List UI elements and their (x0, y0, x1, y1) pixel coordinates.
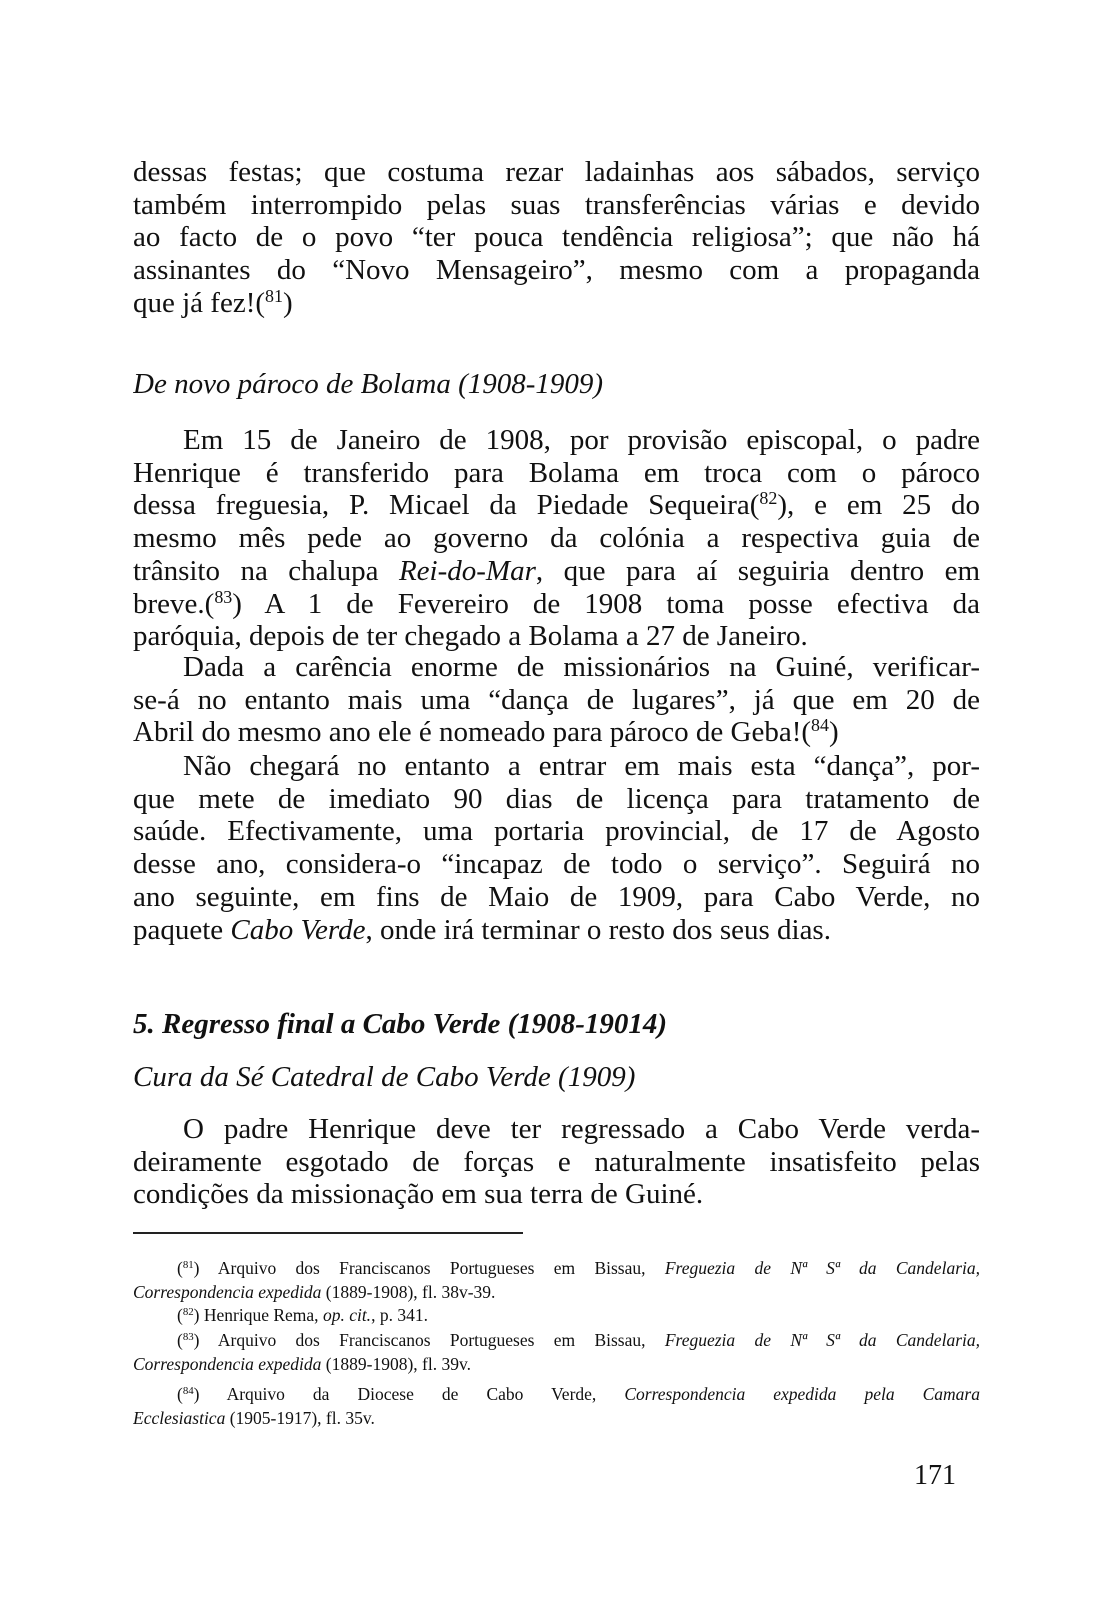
text-line (133, 651, 980, 684)
text-line (133, 588, 980, 621)
text-segment: Correspondencia expedida (133, 1354, 322, 1374)
text-segment: saúde. Efectivamente, uma portaria provincial, de 17 de Agosto (133, 815, 980, 848)
paragraph-continued (133, 156, 980, 320)
paragraph-geba (133, 651, 980, 749)
text-line (133, 424, 980, 457)
text-segment: Rei-do-Mar (398, 554, 536, 587)
text-line (133, 1382, 980, 1406)
text-line (133, 1007, 980, 1041)
text-segment: Dada a carência enorme de missionários na Guiné, verificar- (183, 651, 980, 683)
paragraph-transfer-bolama (133, 424, 980, 653)
text-line (133, 881, 980, 914)
text-line (133, 287, 980, 320)
text-segment: Não chegará no entanto a entrar em mais esta “dança”, por- (183, 750, 980, 782)
text-segment: assinantes do “Novo Mensageiro”, mesmo com a propaganda (133, 254, 980, 287)
text-line (133, 189, 980, 222)
text-segment: ) Arquivo dos Franciscanos Portugueses em Bissau, (193, 1330, 665, 1350)
text-segment: Ecclesiastica (133, 1408, 226, 1428)
text-line (133, 815, 980, 848)
text-segment: Abril do mesmo ano ele é nomeado para pároco de Geba!( (133, 716, 812, 749)
text-line (133, 1352, 980, 1376)
text-segment: Henrique é transferido para Bolama em troca com o pároco (133, 456, 980, 489)
footnote-ref: 82 (182, 1306, 194, 1319)
text-line (133, 750, 980, 783)
text-line (133, 716, 980, 749)
text-line (133, 1178, 980, 1211)
text-segment: Cura da Sé Catedral de Cabo Verde (1909) (133, 1061, 636, 1093)
text-segment: 5. Regresso final a Cabo Verde (1908-19014) (133, 1008, 668, 1040)
footnote-ref: 81 (265, 286, 283, 306)
text-segment: dessas festas; que costuma rezar ladainhas aos sábados, serviço (133, 156, 980, 188)
text-segment: (1889-1908), fl. 38v-39. (321, 1282, 496, 1302)
text-segment: ( (177, 1258, 183, 1278)
footnote-separator (133, 1232, 523, 1234)
text-segment: mesmo mês pede ao governo da colónia a respectiva guia de (133, 522, 980, 555)
text-segment: ) Arquivo da Diocese de Cabo Verde, (193, 1384, 625, 1404)
text-segment: deiramente esgotado de forças e naturalmente insatisfeito pelas (133, 1145, 980, 1178)
text-line (133, 522, 980, 555)
text-segment: ) Arquivo dos Franciscanos Portugueses em Bissau, (193, 1258, 665, 1278)
paragraph-return (133, 1113, 980, 1211)
text-segment: De novo pároco de Bolama (1908-1909) (133, 368, 604, 400)
text-segment: Freguezia de Nª Sª da Candelaria, (664, 1258, 980, 1278)
text-line (133, 1406, 980, 1430)
text-segment: ) (828, 716, 839, 749)
footnote-ref: 84 (811, 716, 829, 736)
page-number: 171 (914, 1460, 956, 1491)
text-segment: ), e em 25 do (777, 489, 980, 522)
text-line (133, 1256, 980, 1280)
text-line (133, 367, 980, 401)
text-segment: ) (282, 286, 293, 319)
text-line (133, 489, 980, 522)
footnote-ref: 83 (182, 1331, 194, 1344)
text-line (133, 848, 980, 881)
footnote-82 (133, 1303, 980, 1327)
text-segment: desse ano, considera-o “incapaz de todo o serviço”. Seguirá no (133, 848, 980, 881)
text-line (133, 457, 980, 490)
subsection-heading-cura (133, 1060, 980, 1094)
text-segment: breve.( (133, 587, 215, 620)
footnote-83 (133, 1328, 980, 1376)
text-line (133, 1328, 980, 1352)
footnote-ref: 84 (182, 1385, 194, 1398)
text-segment: (1905-1917), fl. 35v. (225, 1408, 375, 1428)
text-line (133, 221, 980, 254)
text-segment: ao facto de o povo “ter pouca tendência religiosa”; que não há (133, 221, 980, 254)
text-line (133, 783, 980, 816)
text-line (133, 555, 980, 588)
text-segment: ) A 1 de Fevereiro de 1908 toma posse efectiva da (232, 587, 980, 620)
text-segment: Freguezia de Nª Sª da Candelaria, (664, 1330, 980, 1350)
text-line (133, 254, 980, 287)
footnote-81 (133, 1256, 980, 1304)
section-heading-5 (133, 1007, 980, 1041)
subsection-heading-bolama (133, 367, 980, 401)
text-line (133, 1113, 980, 1146)
text-line (133, 1280, 980, 1304)
text-segment: que mete de imediato 90 dias de licença para tratamento de (133, 782, 980, 815)
text-line (133, 620, 980, 653)
footnote-ref: 82 (759, 489, 778, 509)
text-segment: Cabo Verde (230, 913, 366, 946)
text-segment: que já fez!( (133, 286, 266, 319)
text-segment: condições da missionação em sua terra de Guiné. (133, 1178, 704, 1211)
footnote-ref: 83 (214, 587, 233, 607)
text-segment: , p. 341. (371, 1305, 428, 1325)
text-line (133, 1303, 980, 1327)
text-line (133, 1146, 980, 1179)
text-line (133, 1060, 980, 1094)
text-segment: O padre Henrique deve ter regressado a Cabo Verde verda- (183, 1113, 980, 1145)
text-segment: Correspondencia expedida (133, 1282, 322, 1302)
text-segment: ( (177, 1330, 183, 1350)
text-segment: Correspondencia expedida pela Camara (624, 1384, 980, 1404)
text-segment: se-á no entanto mais uma “dança de lugares”, já que em 20 de (133, 683, 980, 716)
text-segment: op. cit. (322, 1305, 372, 1325)
text-segment: Em 15 de Janeiro de 1908, por provisão episcopal, o padre (183, 424, 980, 456)
text-line (133, 684, 980, 717)
paragraph-licence (133, 750, 980, 946)
text-segment: ) Henrique Rema, (193, 1305, 323, 1325)
text-segment: dessa freguesia, P. Micael da Piedade Sequeira( (133, 489, 760, 522)
text-segment: ( (177, 1305, 183, 1325)
footnote-ref: 81 (182, 1259, 194, 1272)
text-segment: (1889-1908), fl. 39v. (321, 1354, 471, 1374)
text-segment: trânsito na chalupa (133, 554, 399, 587)
text-segment: também interrompido pelas suas transferências várias e devido (133, 188, 980, 221)
text-segment: , onde irá terminar o resto dos seus dias. (365, 913, 831, 946)
text-line (133, 914, 980, 947)
text-segment: , que para aí seguiria dentro em (535, 554, 980, 587)
text-segment: ( (177, 1384, 183, 1404)
text-segment: ano seguinte, em fins de Maio de 1909, para Cabo Verde, no (133, 880, 980, 913)
text-segment: paróquia, depois de ter chegado a Bolama a 27 de Janeiro. (133, 620, 808, 653)
text-segment: paquete (133, 913, 231, 946)
text-line (133, 156, 980, 189)
footnote-84 (133, 1382, 980, 1430)
